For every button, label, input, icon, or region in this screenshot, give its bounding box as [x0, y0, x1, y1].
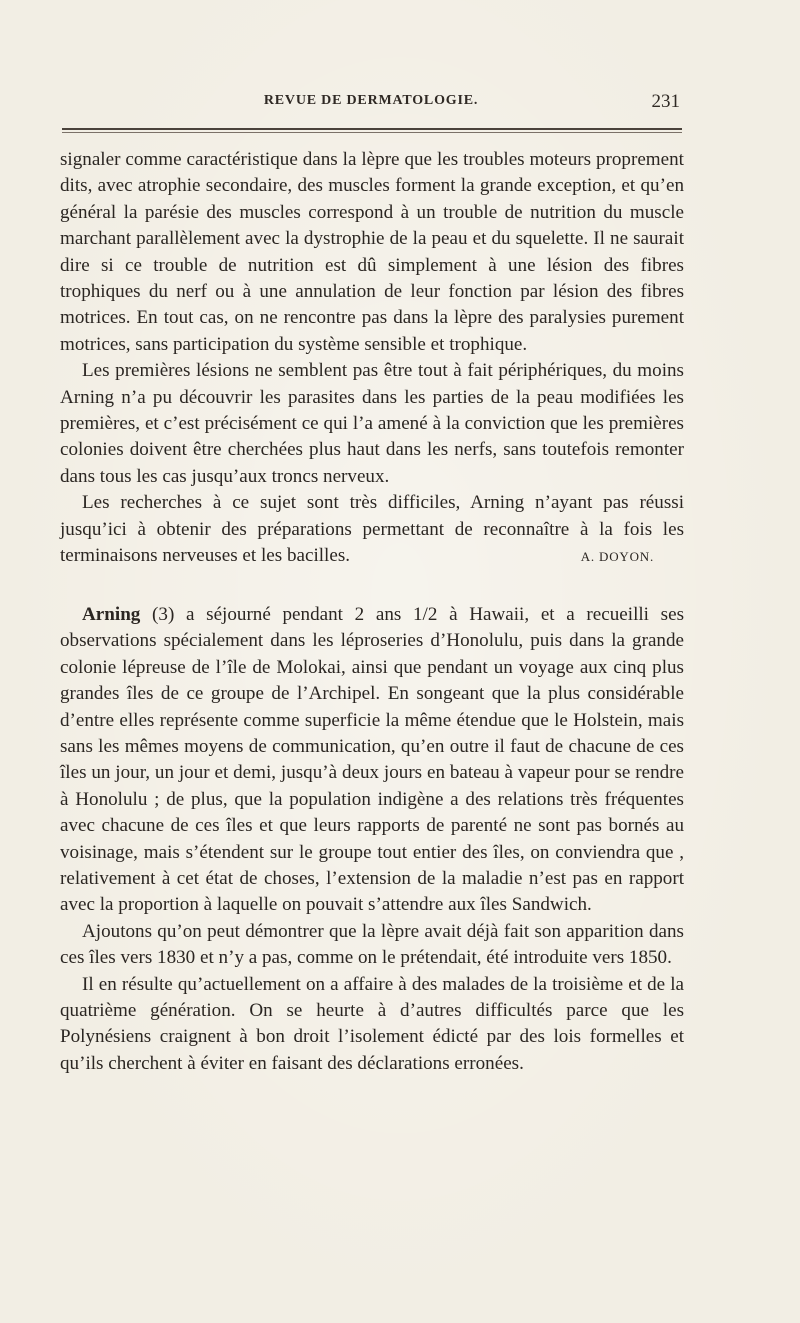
paragraph-5: Ajoutons qu’on peut démontrer que la lèpre avait déjà fait son apparition dans ces îles vers 1830 et n’y a pas, comme on le prétendait, été introduite vers 1850.: [60, 920, 684, 969]
paragraph-3: Les recherches à ce sujet sont très difficiles, Arning n’ayant pas réussi jusqu’ici à obtenir des préparations permettant de reconnaître à la fois les terminaisons nerveuses et les bacilles.: [60, 492, 684, 567]
page-number: 231: [651, 91, 680, 112]
author-signature: A. DOYON.: [580, 548, 654, 564]
paragraph-2: Les premières lésions ne semblent pas être tout à fait périphériques, du moins Arning n’a pu découvrir les parasites dans les parties de la peau modifiées les premières, et c’est précisément ce qui l’a amené à la conviction que les premières colonies doivent être cherchées plus haut dans les nerfs, sans toutefois remonter dans tous les cas jusqu’aux troncs nerveux.: [60, 360, 684, 487]
paragraph-4-text: (3) a séjourné pendant 2 ans 1/2 à Hawaii, et a recueilli ses observations spécialement dans les léproseries d’Honolulu, puis dans la grande colonie lépreuse de l’île de Molokai, ainsi que pendant un voyage aux cinq plus grandes îles de ce groupe de l’Archipel. En songeant que la plus considérable d’entre elles représente comme superficie la même étendue que le Holstein, mais sans les mêmes moyens de communication, qu’en outre il faut de chacune de ces îles un jour, un jour et demi, jusqu’à deux jours en bateau à vapeur pour se rendre à Honolulu ; de plus, que la population indigène a des relations très fréquentes avec chacune de ces îles et que leurs rapports de parenté ne sont pas bornés au voisinage, mais s’étendent sur le groupe tout entier des îles, on conviendra que , relativement à cet état de choses, l’extension de la maladie n’est pas en rapport avec la proportion à laquelle on pouvait s’attendre aux îles Sandwich.: [60, 603, 684, 916]
paragraph-6: Il en résulte qu’actuellement on a affaire à des malades de la troisième et de la quatrième génération. On se heurte à d’autres difficultés parce que les Polynésiens craignent à bon droit l’isolement édicté par des lois formelles et qu’ils cherchent à éviter en faisant des déclarations erronées.: [60, 973, 684, 1074]
paragraph-4: [60, 602, 684, 919]
page-header: [60, 93, 682, 119]
body-text: [60, 147, 684, 1077]
header-rule-thin: [62, 132, 682, 133]
author-name: Arning: [82, 603, 141, 625]
running-title: REVUE DE DERMATOLOGIE.: [263, 93, 479, 108]
paragraph-1: signaler comme caractéristique dans la lèpre que les troubles moteurs proprement dits, avec atrophie secondaire, des muscles forment la grande exception, et qu’en général la parésie des muscles correspond à un trouble de nutrition du muscle marchant parallèlement avec la dystrophie de la peau et du squelette. Il ne saurait dire si ce trouble de nutrition est dû simplement à une lésion des fibres trophiques du nerf ou à une annulation de leur fonction par lésion des fibres motrices. En tout cas, on ne rencontre pas dans la lèpre des paralysies purement motrices, sans participation du système sensible et trophique.: [60, 149, 684, 355]
header-rule: [62, 128, 682, 130]
